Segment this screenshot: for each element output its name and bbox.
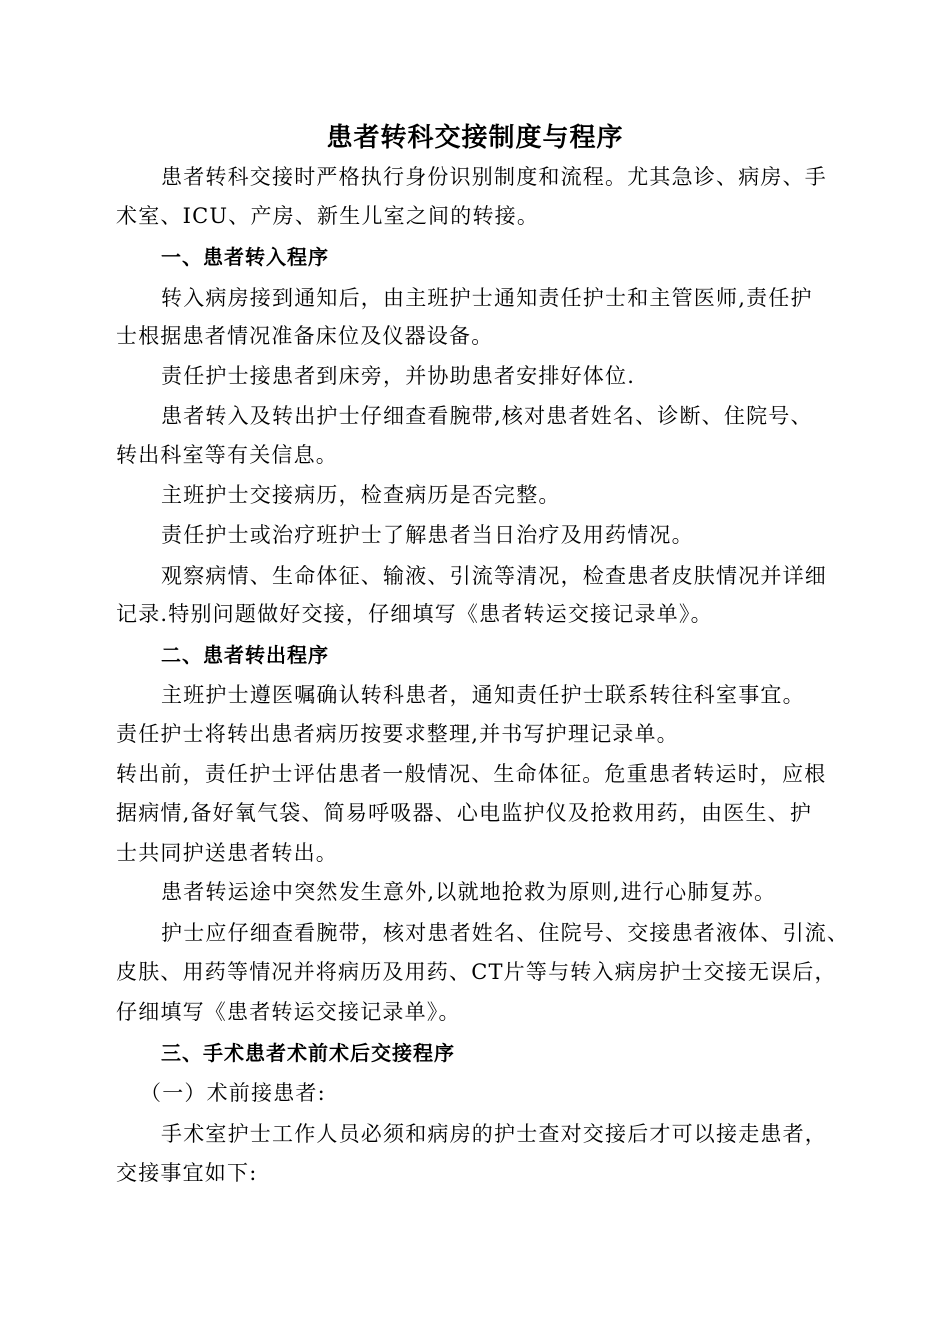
section-2-paragraph-5-line-2: 皮肤、用药等情况并将病历及用药、CT片等与转入病房护士交接无误后，	[116, 960, 837, 984]
section-1-paragraph-1-line-1: 转入病房接到通知后，由主班护士通知责任护士和主管医师,责任护	[161, 286, 813, 310]
section-1-paragraph-6-line-2: 记录.特别问题做好交接，仔细填写《患者转运交接记录单》。	[116, 602, 713, 626]
section-2-paragraph-3-line-2: 据病情,备好氧气袋、简易呼吸器、心电监护仪及抢救用药，由医生、护	[116, 801, 813, 825]
section-2-paragraph-3-line-3: 士共同护送患者转出。	[116, 841, 338, 865]
section-1-paragraph-1-line-2: 士根据患者情况准备床位及仪器设备。	[116, 324, 494, 348]
section-1-paragraph-3-line-2: 转出科室等有关信息。	[116, 443, 338, 467]
section-3-subheading-1: （一）术前接患者:	[140, 1081, 326, 1105]
section-2-paragraph-2: 责任护士将转出患者病历按要求整理,并书写护理记录单。	[116, 722, 679, 746]
section-3-paragraph-1-line-2: 交接事宜如下:	[116, 1161, 258, 1185]
intro-line-2: 术室、ICU、产房、新生儿室之间的转接。	[116, 204, 540, 228]
section-1-paragraph-3-line-1: 患者转入及转出护士仔细查看腕带,核对患者姓名、诊断、住院号、	[161, 404, 813, 428]
section-2-paragraph-3-line-1: 转出前，责任护士评估患者一般情况、生命体征。危重患者转运时，应根	[116, 762, 827, 786]
document-title: 患者转科交接制度与程序	[326, 123, 624, 153]
section-2-paragraph-4: 患者转运途中突然发生意外,以就地抢救为原则,进行心肺复苏。	[161, 880, 777, 904]
intro-line-1: 患者转科交接时严格执行身份识别制度和流程。尤其急诊、病房、手	[161, 165, 827, 189]
section-2-paragraph-1: 主班护士遵医嘱确认转科患者，通知责任护士联系转往科室事宜。	[161, 683, 805, 707]
section-3-heading: 三、手术患者术前术后交接程序	[161, 1041, 455, 1065]
section-1-paragraph-5: 责任护士或治疗班护士了解患者当日治疗及用药情况。	[161, 523, 694, 547]
section-1-paragraph-6-line-1: 观察病情、生命体征、输液、引流等清况，检查患者皮肤情况并详细	[161, 564, 827, 588]
section-2-heading: 二、患者转出程序	[161, 643, 329, 667]
section-1-paragraph-2: 责任护士接患者到床旁，并协助患者安排好体位.	[161, 364, 636, 388]
section-3-paragraph-1-line-1: 手术室护士工作人员必须和病房的护士查对交接后才可以接走患者，	[161, 1122, 827, 1146]
section-1-paragraph-4: 主班护士交接病历，检查病历是否完整。	[161, 483, 561, 507]
section-2-paragraph-5-line-1: 护士应仔细查看腕带，核对患者姓名、住院号、交接患者液体、引流、	[161, 921, 850, 945]
section-1-heading: 一、患者转入程序	[161, 245, 329, 269]
section-2-paragraph-5-line-3: 仔细填写《患者转运交接记录单》。	[116, 1000, 461, 1024]
